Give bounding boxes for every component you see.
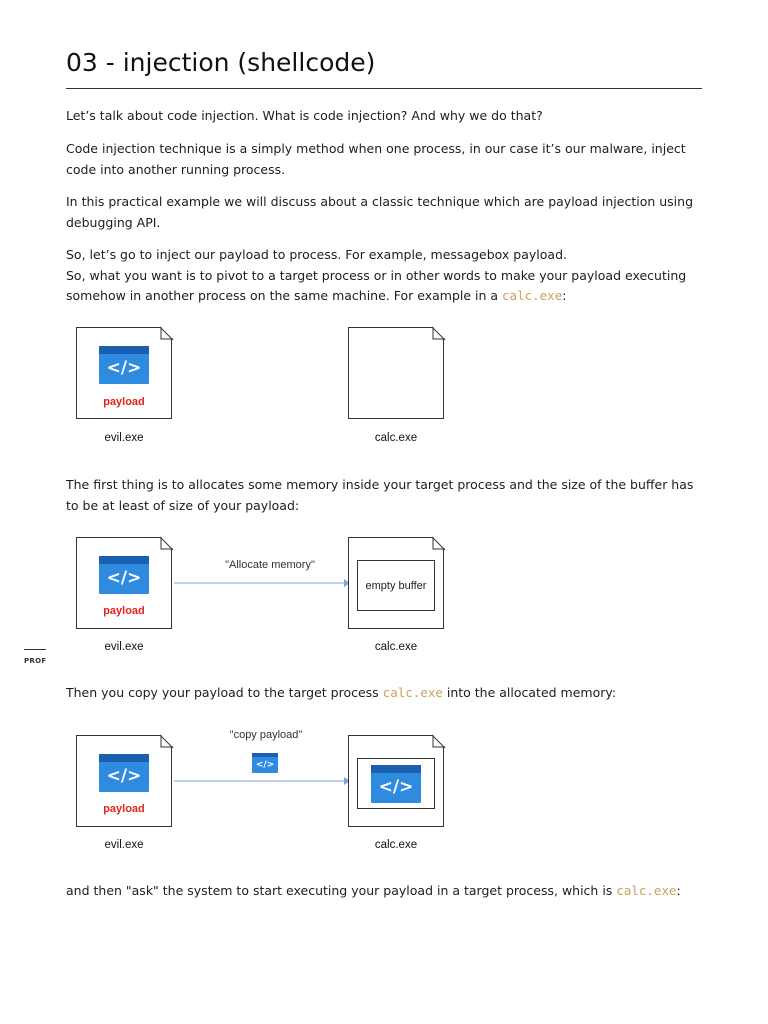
paragraph-copy xyxy=(66,683,706,704)
file-fold-icon xyxy=(160,735,174,749)
paragraph-pivot-line1: So, let’s go to inject our payload to process. For example, messagebox payload. xyxy=(66,247,567,262)
paragraph-intro: Let’s talk about code injection. What is code injection? And why we do that? xyxy=(66,108,543,123)
paragraph-pivot-line2: So, what you want is to pivot to a target process or in other words to make your payload executing somehow in another process on the same machine. For example in a xyxy=(66,267,687,303)
calc-exe-caption: calc.exe xyxy=(374,641,418,653)
file-fold-icon xyxy=(160,327,174,341)
code-window-icon: </> xyxy=(99,754,149,792)
filled-buffer-box xyxy=(357,758,435,809)
evil-exe-caption: evil.exe xyxy=(104,432,144,444)
code-window-icon: </> xyxy=(99,346,149,384)
paragraph-copy-start: Then you copy your payload to the target process xyxy=(66,685,383,700)
side-divider xyxy=(24,649,46,650)
title-divider xyxy=(66,88,702,89)
payload-label: payload xyxy=(103,396,145,408)
paragraph-example: In this practical example we will discuss about a classic technique which are payload injection using debugging API. xyxy=(66,194,694,230)
paragraph-pivot xyxy=(66,245,706,307)
file-fold-icon xyxy=(432,537,446,551)
inline-code-calc: calc.exe xyxy=(382,685,443,700)
small-code-window-icon: </> xyxy=(252,753,278,773)
paragraph-allocate: The first thing is to allocates some memory inside your target process and the size of the buffer has to be at least of size of your payload: xyxy=(66,477,694,513)
empty-buffer-label: empty buffer xyxy=(365,580,427,592)
empty-buffer-box xyxy=(357,560,435,611)
evil-exe-caption: evil.exe xyxy=(104,641,144,653)
inline-code-calc: calc.exe xyxy=(616,883,677,898)
allocate-memory-label: "Allocate memory" xyxy=(225,559,315,571)
arrow-right-icon xyxy=(174,578,350,588)
evil-exe-caption: evil.exe xyxy=(104,839,144,851)
file-fold-icon xyxy=(432,327,446,341)
calc-exe-caption: calc.exe xyxy=(374,839,418,851)
file-fold-icon xyxy=(160,537,174,551)
side-mark: PROF xyxy=(24,657,47,665)
code-window-icon: </> xyxy=(371,765,421,803)
paragraph-copy-end: into the allocated memory: xyxy=(442,685,617,700)
inline-code-calc: calc.exe xyxy=(502,288,563,303)
payload-label: payload xyxy=(103,605,145,617)
code-window-icon: </> xyxy=(99,556,149,594)
copy-payload-label: "copy payload" xyxy=(229,729,303,741)
calc-exe-caption: calc.exe xyxy=(374,432,418,444)
paragraph-execute xyxy=(66,881,706,902)
paragraph-pivot-end: : xyxy=(562,288,567,303)
paragraph-execute-start: and then "ask" the system to start executing your payload in a target process, which is xyxy=(66,883,617,898)
payload-label: payload xyxy=(103,803,145,815)
file-fold-icon xyxy=(432,735,446,749)
page-title: 03 - injection (shellcode) xyxy=(66,48,376,77)
arrow-right-icon xyxy=(174,776,350,786)
paragraph-definition: Code injection technique is a simply method when one process, in our case it’s our malware, inject code into another running process. xyxy=(66,141,686,177)
paragraph-execute-end: : xyxy=(676,883,681,898)
calc-exe-file xyxy=(348,327,444,419)
